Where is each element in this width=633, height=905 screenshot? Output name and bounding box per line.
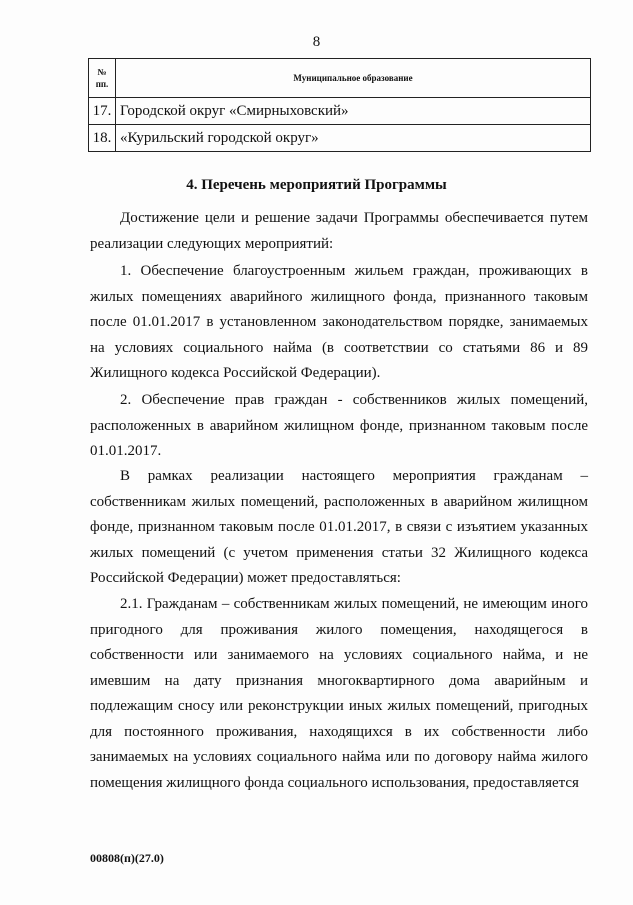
column-header-municipality: Муниципальное образование: [116, 59, 591, 98]
column-header-number: № пп.: [89, 59, 116, 98]
table-row: [89, 98, 591, 125]
paragraph-item-2-1: 2.1. Гражданам – собственникам жилых помещений, не имеющим иного пригодного для проживания жилого помещения, находящегося в собственности или занимаемого на условиях социального найма, и не имевшим на дату признания многоквартирного дома аварийным и подлежащим сносу или реконструкции иных жилых помещений, пригодных для постоянного проживания, находящихся в их собственности либо занимаемых на условиях социального найма или по договору найма жилого помещения жилищного фонда социального использования, предоставляется: [90, 596, 588, 791]
row-number: 17.: [89, 98, 116, 125]
page-number: 8: [312, 34, 321, 50]
document-code: 00808(п)(27.0): [90, 851, 164, 865]
table-header-row: [89, 59, 591, 98]
row-municipality: Городской округ «Смирныховский»: [116, 98, 591, 125]
row-number: 18.: [89, 125, 116, 152]
paragraph-item-1: 1. Обеспечение благоустроенным жильем граждан, проживающих в жилых помещениях аварийного жилищного фонда, признанного таковым после 01.01.2017 в установленном законодательством порядке, занимаемых на условиях социального найма (в соответствии со статьями 86 и 89 Жилищного кодекса Российской Федерации).: [90, 263, 588, 381]
paragraph-intro: Достижение цели и решение задачи Программы обеспечивается путем реализации следующих мероприятий:: [90, 210, 588, 252]
paragraph-item-2: 2. Обеспечение прав граждан - собственников жилых помещений, расположенных в аварийном жилищном фонде, признанном таковым после 01.01.2017.: [90, 392, 588, 459]
row-municipality: «Курильский городской округ»: [116, 125, 591, 152]
paragraph-measure: В рамках реализации настоящего мероприятия гражданам – собственникам жилых помещений, расположенных в аварийном жилищном фонде, признанном таковым после 01.01.2017, в связи с изъятием указанных жилых помещений (с учетом применения статьи 32 Жилищного кодекса Российской Федерации) может предоставляться:: [90, 468, 588, 586]
table-row: [89, 125, 591, 152]
section-title: 4. Перечень мероприятий Программы: [186, 177, 447, 193]
municipality-table: [88, 58, 591, 152]
